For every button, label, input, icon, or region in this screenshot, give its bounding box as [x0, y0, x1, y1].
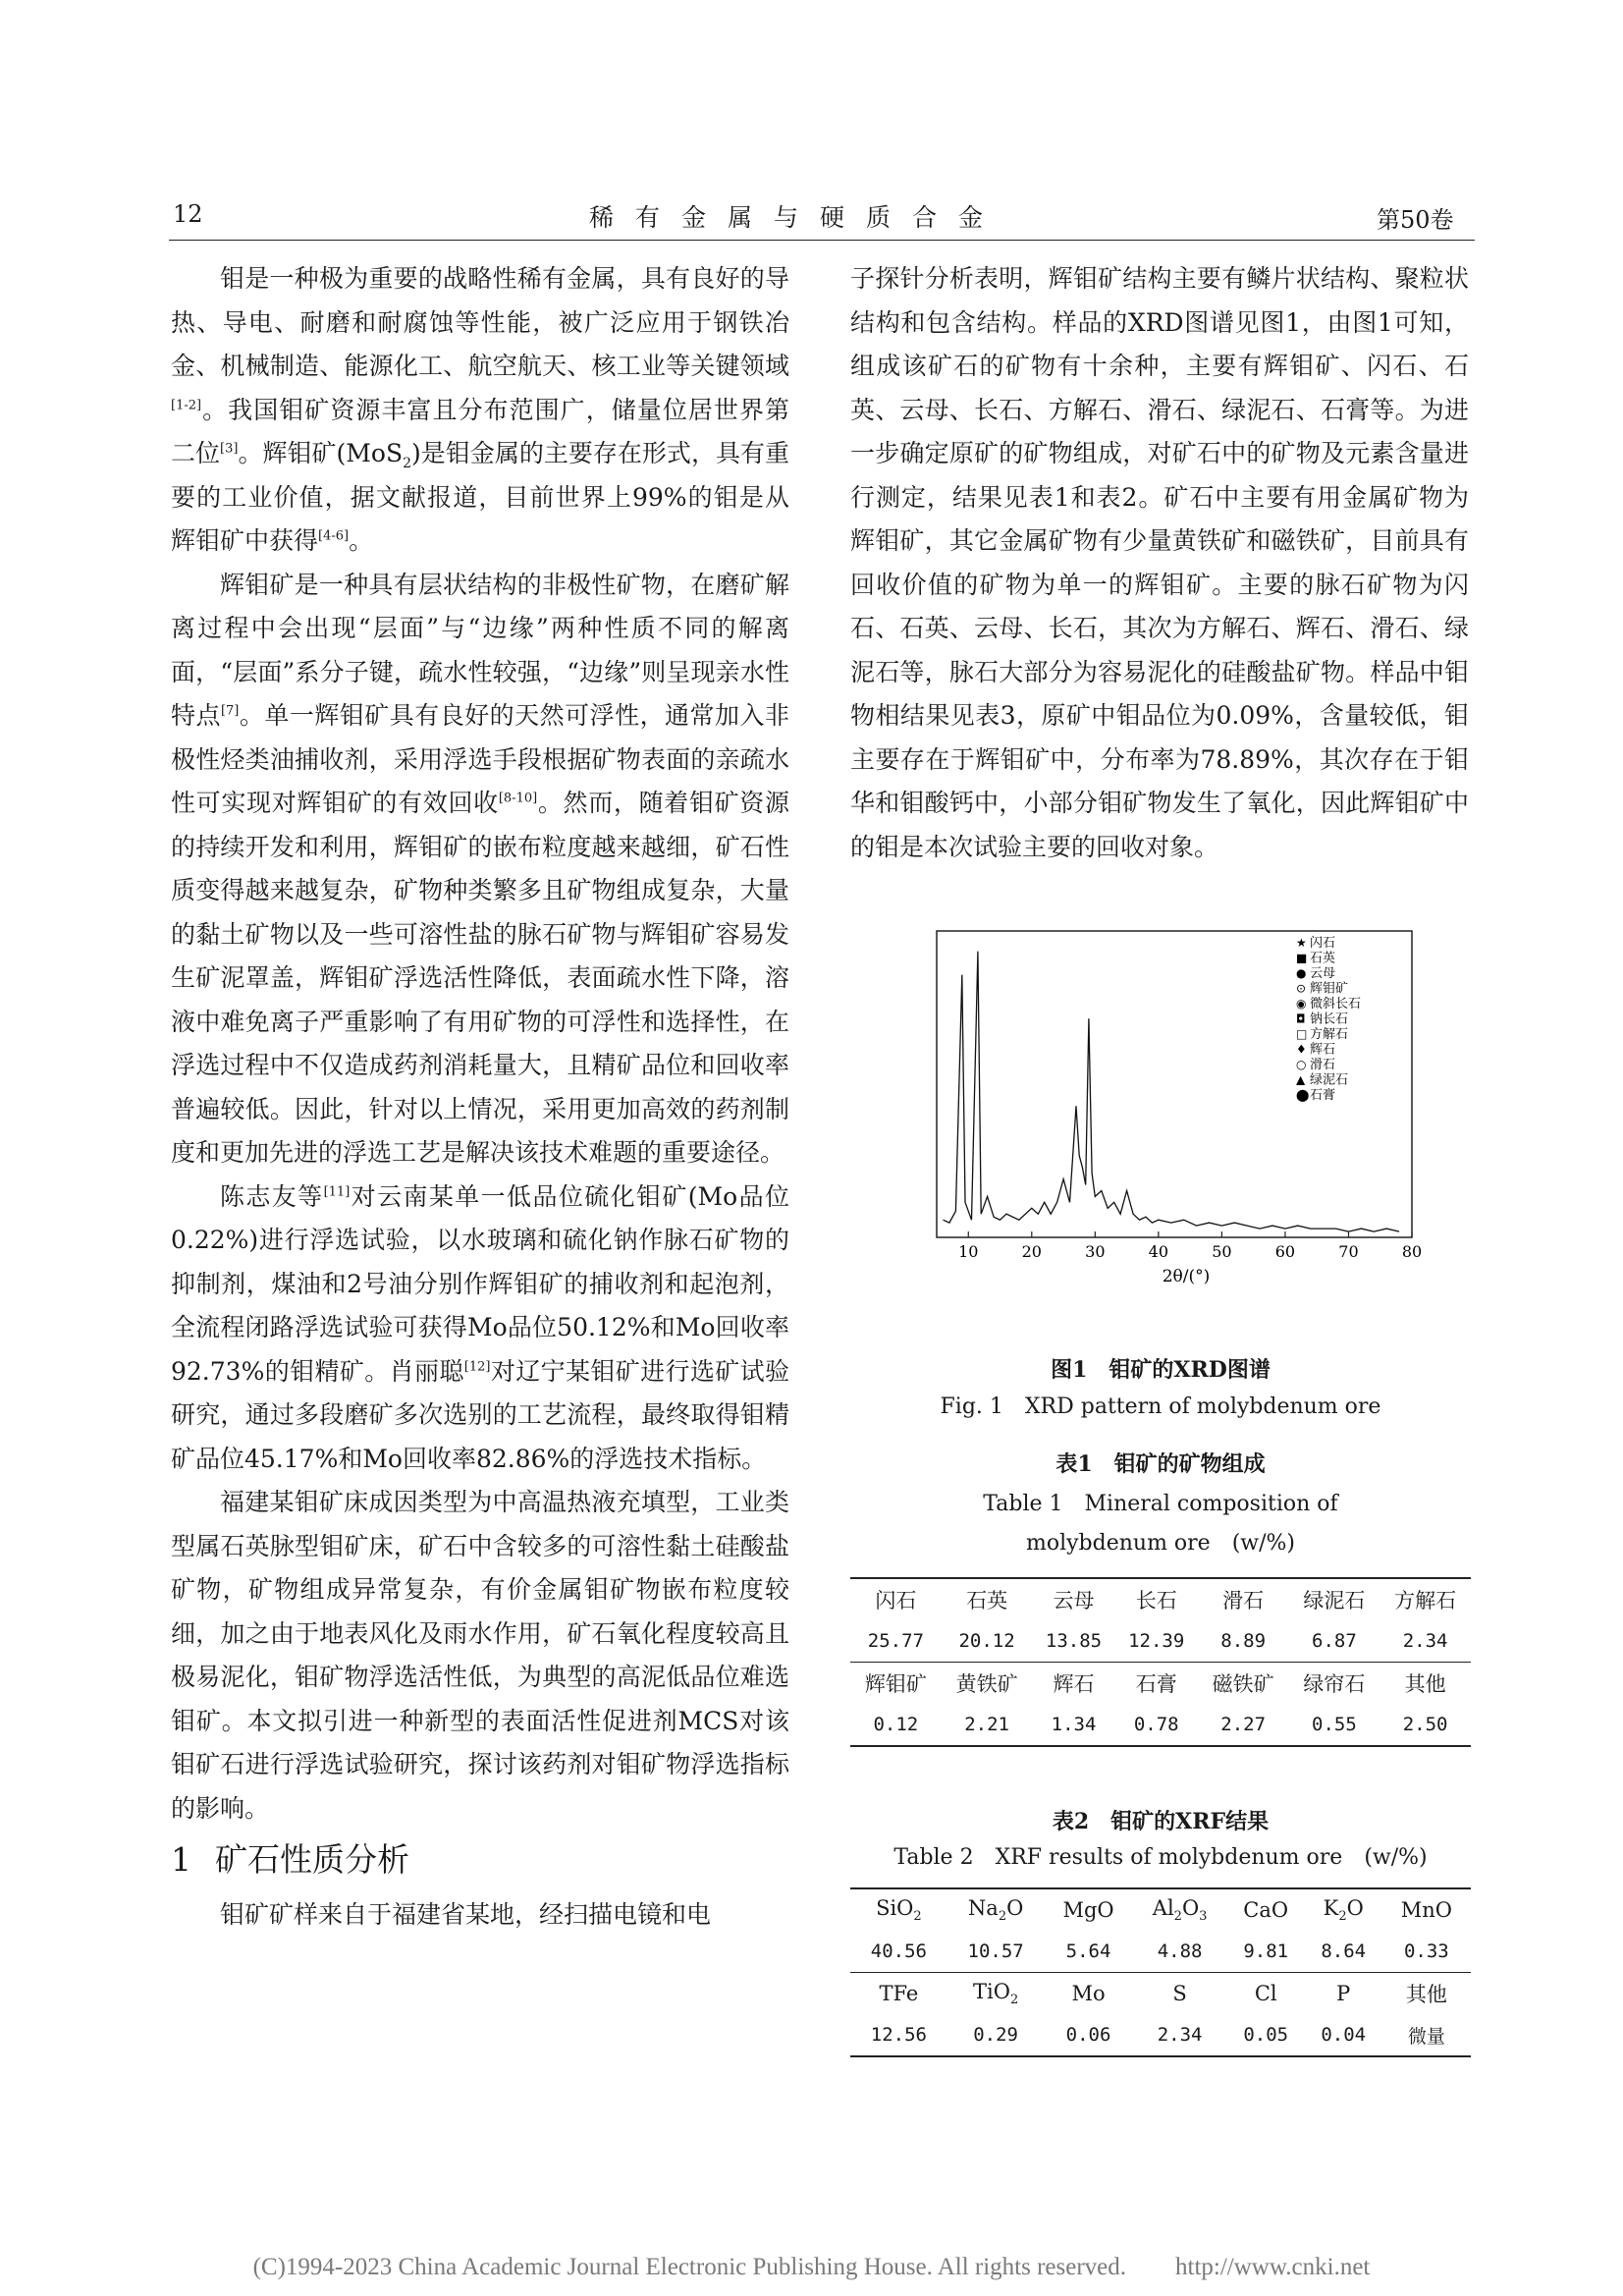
table2-header-cell: Cl [1227, 1973, 1305, 2015]
legend-label: 石膏 [1310, 1088, 1336, 1103]
legend-marker-icon: ▲ [1296, 1072, 1306, 1087]
table1-header-cell: 辉石 [1032, 1663, 1114, 1705]
table1-header-cell: 其他 [1380, 1663, 1471, 1705]
table2-header-cell: S [1133, 1973, 1227, 2015]
page-number: 12 [173, 200, 203, 228]
legend-label: 辉钼矿 [1310, 981, 1349, 997]
table2-header-cell: $Al_2O_3$ [1133, 1888, 1227, 1931]
x-tick-label: 80 [1401, 1242, 1423, 1261]
legend-marker-icon: ⊙ [1296, 981, 1307, 996]
legend-marker-icon: ◘ [1296, 1011, 1306, 1026]
table1-header-cell: 滑石 [1198, 1578, 1289, 1620]
table2-value-cell: 0.05 [1227, 2014, 1305, 2056]
table1-header-cell: 黄铁矿 [942, 1663, 1033, 1705]
table2-header-cell: SiO$_2$ [850, 1888, 947, 1931]
table-row [850, 1973, 1471, 2015]
x-tick-label: 30 [1085, 1242, 1106, 1261]
table2-value-cell: 0.04 [1305, 2014, 1382, 2056]
table-row [850, 1578, 1471, 1620]
legend-marker-icon: ♦ [1296, 1042, 1307, 1057]
table1-value-cell: 0.78 [1115, 1704, 1198, 1746]
x-tick-label: 70 [1338, 1242, 1359, 1261]
paragraph-molybdenite: 辉钼矿是一种具有层状结构的非极性矿物，在磨矿解离过程中会出现“层面”与“边缘”两种性质不同的解离面，“层面”系分子键，疏水性较强，“边缘”则呈现亲水性特点[7]。单一辉钼矿具有良好的天然可浮性，通常加入非极性烃类油捕收剂，采用浮选手段根据矿物表面的亲疏水性可实现对辉钼矿的有效回收[8-10]。然而，随着钼矿资源的持续开发和利用，辉钼矿的嵌布粒度越来越细，矿石性质变得越来越复杂，矿物种类繁多且矿物组成复杂，大量的黏土矿物以及一些可溶性盐的脉石矿物与辉钼矿容易发生矿泥罩盖，辉钼矿浮选活性降低，表面疏水性下降，溶液中难免离子严重影响了有用矿物的可浮性和选择性，在浮选过程中不仅造成药剂消耗量大，且精矿品位和回收率普遍较低。因此，针对以上情况，采用更加高效的药剂制度和更加先进的浮选工艺是解决该技术难题的重要途径。 [171, 570, 789, 1167]
table2-value-cell: 0.29 [947, 2014, 1045, 2056]
table2-value-cell: 4.88 [1157, 1941, 1203, 1962]
table2-header-cell: MgO [1045, 1888, 1133, 1931]
x-tick-label: 40 [1148, 1242, 1169, 1261]
journal-title: 稀有金属与硬质合金 [589, 203, 1005, 232]
legend-label: 方解石 [1310, 1027, 1349, 1042]
table1-value-cell: 2.21 [942, 1704, 1033, 1746]
table1-header-cell: 磁铁矿 [1198, 1663, 1289, 1705]
xrd-figure [923, 923, 1423, 1286]
table1-value-cell: 0.55 [1289, 1704, 1380, 1746]
table1-caption-en-2: molybdenum ore (w/%) [1025, 1531, 1296, 1556]
table1-value-cell: 12.39 [1128, 1630, 1185, 1652]
paragraph-intro: 钼是一种极为重要的战略性稀有金属，具有良好的导热、导电、耐磨和耐腐蚀等性能，被广泛应用于钢铁冶金、机械制造、能源化工、航空航天、核工业等关键领域[1-2]。我国钼矿资源丰富且分布范围广，储量位居世界第二位[3]。辉钼矿(MoS$_2$)是钼金属的主要存在形式，具有重要的工业价值，据文献报道，目前世界上99%的钼是从辉钼矿中获得[4-6]。 [171, 264, 789, 555]
table1-value-cell: 0.12 [850, 1704, 942, 1746]
legend-marker-icon: ◉ [1296, 997, 1307, 1011]
table1-header-cell: 绿帘石 [1289, 1663, 1380, 1705]
table1-value-cell: 6.87 [1312, 1630, 1357, 1652]
table2-value-cell: 0.06 [1045, 2014, 1133, 2056]
legend-marker-icon: □ [1296, 1027, 1308, 1041]
table1-value-cell: 13.85 [1045, 1630, 1103, 1652]
table-row [850, 1620, 1471, 1663]
figure-caption-cn: 图1 钼矿的XRD图谱 [1051, 1357, 1271, 1383]
table1-value-cell: 20.12 [958, 1630, 1015, 1652]
x-axis-label: 2θ/(°) [1162, 1267, 1211, 1286]
table2-value-cell: 5.64 [1065, 1941, 1111, 1962]
table1-header-cell: 绿泥石 [1289, 1578, 1380, 1620]
table-row [850, 1704, 1471, 1746]
table2-caption-en: Table 2 XRF results of molybdenum ore (w/%) [893, 1845, 1428, 1870]
table-row [850, 1931, 1471, 1973]
legend-label: 云母 [1310, 966, 1336, 981]
table2-header-cell: CaO [1227, 1888, 1305, 1931]
table2-value-cell: 微量 [1382, 2014, 1471, 2056]
figure-caption-en: Fig. 1 XRD pattern of molybdenum ore [940, 1394, 1381, 1419]
volume-label: 第50卷 [1377, 206, 1454, 234]
table1-header-cell: 石英 [942, 1578, 1033, 1620]
table2-header-cell: P [1305, 1973, 1382, 2015]
table1-header-cell: 云母 [1032, 1578, 1114, 1620]
xrf-results-table [850, 1887, 1471, 2057]
table2-caption-cn: 表2 钼矿的XRF结果 [1052, 1809, 1270, 1834]
xrd-chart [923, 923, 1423, 1286]
x-tick-label: 20 [1021, 1242, 1042, 1261]
table1-caption-cn: 表1 钼矿的矿物组成 [1055, 1451, 1266, 1477]
table2-value-cell: 0.33 [1403, 1941, 1449, 1962]
table2-header-cell: MnO [1382, 1888, 1471, 1931]
table2-value-cell: 40.56 [870, 1941, 927, 1962]
table1-value-cell: 8.89 [1220, 1630, 1267, 1652]
copyright-footer: (C)1994-2023 China Academic Journal Electronic Publishing House. All rights reserved. http://www.cnki.net [252, 2254, 1371, 2280]
table1-header-cell: 石膏 [1115, 1663, 1198, 1705]
table2-value-cell: 12.56 [850, 2014, 947, 2056]
section-heading: 1 矿石性质分析 [171, 1840, 409, 1879]
table2-value-cell: 9.81 [1243, 1941, 1289, 1962]
paragraph-continued: 子探针分析表明，辉钼矿结构主要有鳞片状结构、聚粒状结构和包含结构。样品的XRD图谱见图1，由图1可知，组成该矿石的矿物有十余种，主要有辉钼矿、闪石、石英、云母、长石、方解石、滑石、绿泥石、石膏等。为进一步确定原矿的矿物组成，对矿石中的矿物及元素含量进行测定，结果见表1和表2。矿石中主要有用金属矿物为辉钼矿，其它金属矿物有少量黄铁矿和磁铁矿，目前具有回收价值的矿物为单一的辉钼矿。主要的脉石矿物为闪石、石英、云母、长石，其次为方解石、辉石、滑石、绿泥石等，脉石大部分为容易泥化的硅酸盐矿物。样品中钼物相结果见表3，原矿中钼品位为0.09%，含量较低，钼主要存在于辉钼矿中，分布率为78.89%，其次存在于钼华和钼酸钙中，小部分钼矿物发生了氧化，因此辉钼矿中的钼是本次试验主要的回收对象。 [850, 264, 1469, 861]
table-row [850, 1888, 1471, 1931]
table1-header-cell: 辉钼矿 [850, 1663, 942, 1705]
table2-value-cell: 10.57 [967, 1941, 1024, 1962]
table2-value-cell: 2.34 [1133, 2014, 1227, 2056]
legend-marker-icon: ■ [1296, 951, 1308, 965]
legend-marker-icon: ○ [1296, 1058, 1307, 1071]
table2-header-cell: $K_2O$ [1305, 1888, 1382, 1931]
legend-marker-icon: ● [1296, 966, 1307, 980]
paragraph-literature: 陈志友等[11]对云南某单一低品位硫化钼矿(Mo品位0.22%)进行浮选试验，以水玻璃和硫化钠作脉石矿物的抑制剂，煤油和2号油分别作辉钼矿的捕收剂和起泡剂，全流程闭路浮选试验可获得Mo品位50.12%和Mo回收率92.73%的钼精矿。肖丽聪[12]对辽宁某钼矿进行选矿试验研究，通过多段磨矿多次选别的工艺流程，最终取得钼精矿品位45.17%和Mo回收率82.86%的浮选技术指标。 [171, 1181, 789, 1473]
x-tick-label: 60 [1274, 1242, 1296, 1261]
table2-header-cell: Mo [1045, 1973, 1133, 2015]
table1-value-cell: 1.34 [1032, 1704, 1114, 1746]
table2-header-cell: TFe [850, 1973, 947, 2015]
left-column [171, 257, 789, 1938]
header-rule [169, 240, 1475, 241]
table2-value-cell: 8.64 [1321, 1941, 1367, 1962]
table2-header-cell: 其他 [1382, 1973, 1471, 2015]
legend-label: 绿泥石 [1310, 1072, 1349, 1088]
x-tick-label: 50 [1212, 1242, 1232, 1261]
table1-header-cell: 方解石 [1380, 1578, 1471, 1620]
paragraph-sample: 钼矿矿样来自于福建省某地，经扫描电镜和电 [220, 1900, 712, 1929]
table1-caption-en-1: Table 1 Mineral composition of [983, 1492, 1338, 1516]
table1-value-cell: 25.77 [867, 1630, 924, 1652]
right-column [850, 257, 1469, 869]
mineral-composition-table [850, 1577, 1471, 1747]
x-tick-label: 10 [958, 1242, 979, 1261]
legend-label: 钠长石 [1310, 1011, 1349, 1027]
table2-header-cell: $Na_2O$ [947, 1888, 1045, 1931]
table-row [850, 1663, 1471, 1705]
legend-marker-icon: ⬤ [1296, 1088, 1310, 1102]
table1-header-cell: 闪石 [850, 1578, 942, 1620]
legend-label: 闪石 [1310, 936, 1336, 951]
table1-value-cell: 2.27 [1198, 1704, 1289, 1746]
legend-marker-icon: ★ [1296, 936, 1307, 950]
table2-header-cell: TiO$_2$ [947, 1973, 1045, 2015]
table1-header-cell: 长石 [1115, 1578, 1198, 1620]
legend-label: 辉石 [1310, 1042, 1336, 1058]
legend-label: 滑石 [1310, 1058, 1336, 1072]
paragraph-fujian-ore: 福建某钼矿床成因类型为中高温热液充填型，工业类型属石英脉型钼矿床，矿石中含较多的可溶性黏土硅酸盐矿物，矿物组成异常复杂，有价金属钼矿物嵌布粒度较细，加之由于地表风化及雨水作用，矿石氧化程度较高且极易泥化，钼矿物浮选活性低，为典型的高泥低品位难选钼矿。本文拟引进一种新型的表面活性促进剂MCS对该钼矿石进行浮选试验研究，探讨该药剂对钼矿物浮选指标的影响。 [171, 1488, 789, 1823]
legend-label: 石英 [1310, 951, 1336, 966]
table1-value-cell: 2.50 [1380, 1704, 1471, 1746]
legend-label: 微斜长石 [1310, 997, 1362, 1011]
table-row [850, 2014, 1471, 2056]
table1-value-cell: 2.34 [1402, 1630, 1448, 1652]
